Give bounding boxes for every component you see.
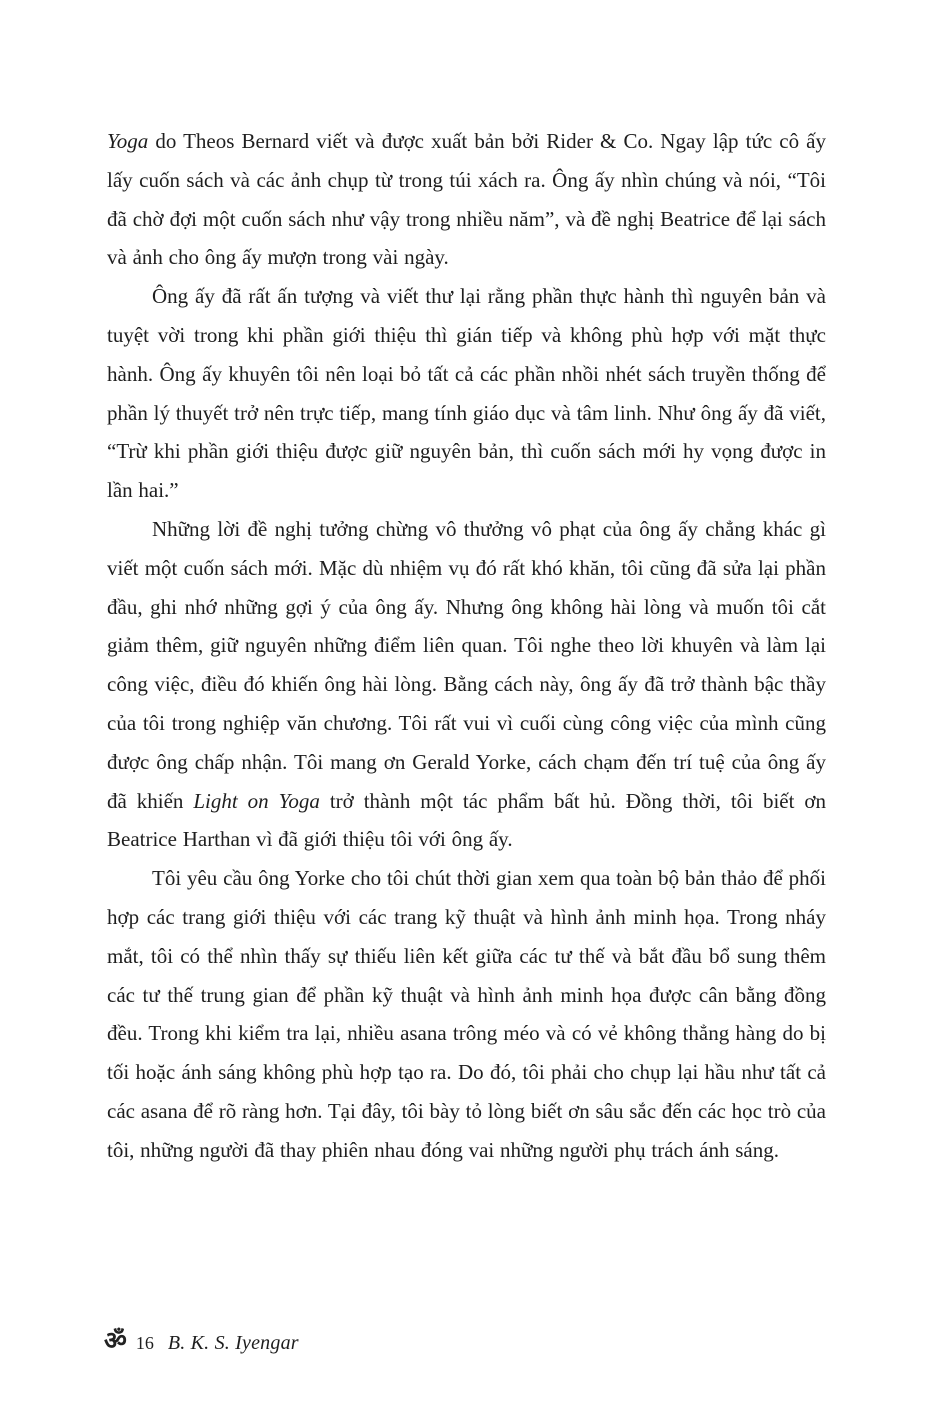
paragraph <box>107 510 826 859</box>
text-segment: Tôi yêu cầu ông Yorke cho tôi chút thời gian xem qua toàn bộ bản thảo để phối hợp các trang giới thiệu với các trang kỹ thuật và hình ảnh minh họa. Trong nháy mắt, tôi có thể nhìn thấy sự thiếu liên kết giữa các tư thế và bắt đầu bổ sung thêm các tư thế trung gian để phần kỹ thuật và hình ảnh minh họa được cân bằng đồng đều. Trong khi kiểm tra lại, nhiều asana trông méo và có vẻ không thẳng hàng do bị tối hoặc ánh sáng không phù hợp tạo ra. Do đó, tôi phải cho chụp lại hầu như tất cả các asana để rõ ràng hơn. Tại đây, tôi bày tỏ lòng biết ơn sâu sắc đến các học trò của tôi, những người đã thay phiên nhau đóng vai những người phụ trách ánh sáng. <box>107 866 826 1162</box>
text-segment: trở thành một tác phẩm bất hủ. Đồng thời, tôi biết ơn Beatrice Harthan vì đã giới thiệu tôi với ông ấy. <box>107 788 826 852</box>
paragraph <box>107 277 826 510</box>
author-name: B. K. S. Iyengar <box>167 1332 299 1354</box>
text-segment: Yoga <box>107 129 149 153</box>
page-number: 16 <box>135 1333 154 1353</box>
body-text <box>107 122 826 1170</box>
page-footer <box>104 1328 299 1355</box>
text-segment: do Theos Bernard viết và được xuất bản bởi Rider & Co. Ngay lập tức cô ấy lấy cuốn sách và các ảnh chụp từ trong túi xách ra. Ông ấy nhìn chúng và nói, “Tôi đã chờ đợi một cuốn sách như vậy trong nhiều năm”, và đề nghị Beatrice để lại sách và ảnh cho ông ấy mượn trong vài ngày. <box>107 129 826 270</box>
text-segment: Những lời đề nghị tưởng chừng vô thưởng vô phạt của ông ấy chẳng khác gì viết một cuốn sách mới. Mặc dù nhiệm vụ đó rất khó khăn, tôi cũng đã sửa lại phần đầu, ghi nhớ những gợi ý của ông ấy. Nhưng ông không hài lòng và muốn tôi cắt giảm thêm, giữ nguyên những điểm liên quan. Tôi nghe theo lời khuyên và làm lại công việc, điều đó khiến ông hài lòng. Bằng cách này, ông ấy đã trở thành bậc thầy của tôi trong nghiệp văn chương. Tôi rất vui vì cuối cùng công việc của mình cũng được ông chấp nhận. Tôi mang ơn Gerald Yorke, cách chạm đến trí tuệ của ông ấy đã khiến <box>107 516 826 813</box>
paragraph <box>107 859 826 1169</box>
paragraph <box>107 122 826 277</box>
om-icon: ॐ <box>104 1326 127 1355</box>
text-segment: Ông ấy đã rất ấn tượng và viết thư lại rằng phần thực hành thì nguyên bản và tuyệt vời trong khi phần giới thiệu thì gián tiếp và không phù hợp với mặt thực hành. Ông ấy khuyên tôi nên loại bỏ tất cả các phần nhồi nhét sách truyền thống để phần lý thuyết trở nên trực tiếp, mang tính giáo dục và tâm linh. Như ông ấy đã viết, “Trừ khi phần giới thiệu được giữ nguyên bản, thì cuốn sách mới hy vọng được in lần hai.” <box>107 284 826 503</box>
text-segment: Light on Yoga <box>193 788 320 813</box>
